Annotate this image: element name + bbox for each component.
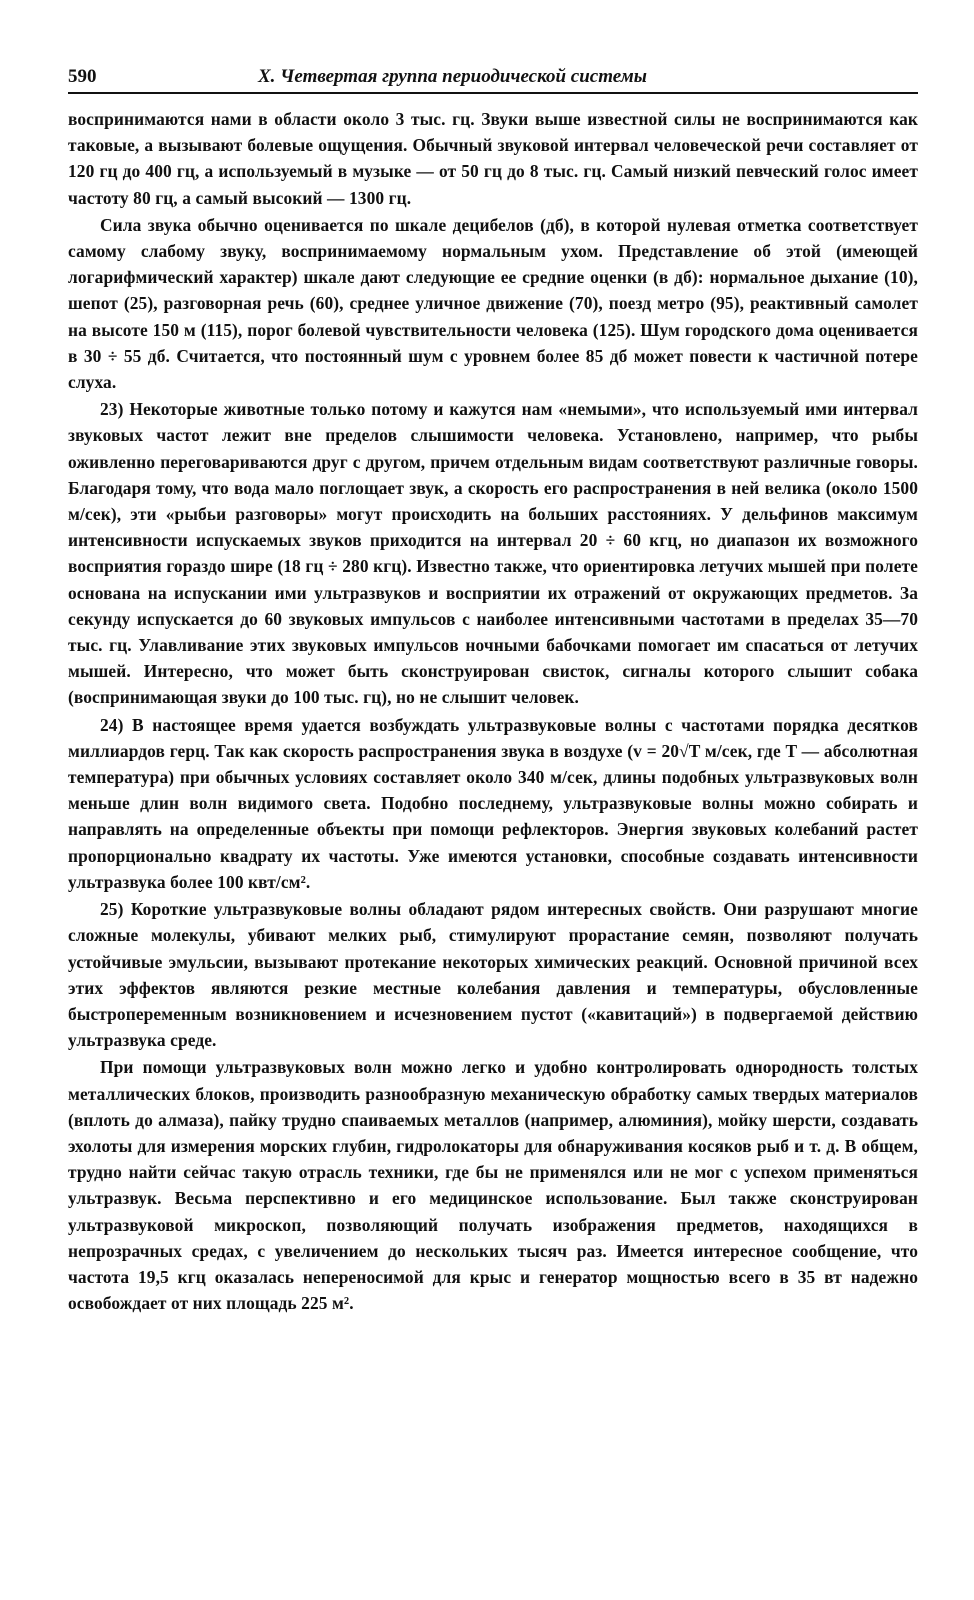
paragraph-note-24: 24) В настоящее время удается возбуждать ультразвуковые волны с частотами порядка десятков миллиардов герц. Так как скорость распространения звука в воздухе (v = 20√T м/сек, где T — абсолютная температура) при обычных условиях составляет около 340 м/сек, длины подобных ультразвуковых волн меньше длин волн видимого света. Подобно последнему, ультразвуковые волны можно собирать и направлять на определенные объекты при помощи рефлекторов. Энергия звуковых колебаний растет пропорционально квадрату их частоты. Уже имеются установки, способные создавать интенсивности ультразвука более 100 квт/см². bbox=[68, 714, 918, 892]
body-text bbox=[68, 106, 918, 1316]
running-title: X. Четвертая группа периодической системы bbox=[258, 66, 647, 87]
paragraph-note-23: 23) Некоторые животные только потому и кажутся нам «немыми», что используемый ими интервал звуковых частот лежит вне пределов слышимости человека. Установлено, например, что рыбы оживленно переговариваются друг с другом, причем отдельным видам соответствуют различные говоры. Благодаря тому, что вода мало поглощает звук, а скорость его распространения в ней велика (около 1500 м/сек), эти «рыбьи разговоры» могут происходить на больших расстояниях. У дельфинов максимум интенсивности испускаемых звуков приходится на интервал 20 ÷ 60 кгц, но диапазон их возможного восприятия гораздо шире (18 гц ÷ 280 кгц). Известно также, что ориентировка летучих мышей при полете основана на испускании ими ультразвуков и восприятии их отражений от окружающих предметов. За секунду испускается до 60 звуковых импульсов с наиболее интенсивными частотами в пределах 35—70 тыс. гц. Улавливание этих звуковых импульсов ночными бабочками помогает им спасаться от летучих мышей. Интересно, что может быть сконструирован свисток, сигналы которого слышит собака (воспринимающая звуки до 100 тыс. гц), но не слышит человек. bbox=[68, 399, 918, 708]
paragraph-ultrasound-uses: При помощи ультразвуковых волн можно легко и удобно контролировать однородность толстых металлических блоков, производить разнообразную механическую обработку самых твердых материалов (вплоть до алмаза), пайку трудно спаиваемых металлов (например, алюминия), мойку шерсти, создавать эхолоты для измерения морских глубин, гидролокаторы для обнаруживания косяков рыб и т. д. В общем, трудно найти сейчас такую отрасль техники, где бы не применялся или не мог с успехом применяться ультразвук. Весьма перспективно и его медицинское использование. Был также сконструирован ультразвуковой микроскоп, позволяющий получать изображения предметов, находящихся в непрозрачных средах, с увеличением до нескольких тысяч раз. Имеется интересное сообщение, что частота 19,5 кгц оказалась непереносимой для крыс и генератор мощностью всего в 35 вт надежно освобождает от них площадь 225 м². bbox=[68, 1057, 918, 1314]
page-header bbox=[68, 66, 918, 94]
paragraph-note-25: 25) Короткие ультразвуковые волны обладают рядом интересных свойств. Они разрушают многие сложные молекулы, убивают мелких рыб, стимулируют прорастание семян, позволяют получать устойчивые эмульсии, вызывают протекание некоторых химических реакций. Основной причиной всех этих эффектов являются резкие местные колебания давления и температуры, обусловленные быстропеременным возникновением и исчезновением пустот («кавитаций») в подвергаемой действию ультразвука среде. bbox=[68, 899, 918, 1051]
paragraph-continuation: воспринимаются нами в области около 3 тыс. гц. Звуки выше известной силы не воспринимаются как таковые, а вызывают болевые ощущения. Обычный звуковой интервал человеческой речи составляет от 120 гц до 400 гц, а используемый в музыке — от 50 гц до 8 тыс. гц. Самый низкий певческий голос имеет частоту 80 гц, а самый высокий — 1300 гц. bbox=[68, 109, 918, 208]
paragraph-decibels: Сила звука обычно оценивается по шкале децибелов (дб), в которой нулевая отметка соответствует самому слабому звуку, воспринимаемому нормальным ухом. Представление об этой (имеющей логарифмический характер) шкале дают следующие ее средние оценки (в дб): нормальное дыхание (10), шепот (25), разговорная речь (60), среднее уличное движение (70), поезд метро (95), реактивный самолет на высоте 150 м (115), порог болевой чувствительности человека (125). Шум городского дома оценивается в 30 ÷ 55 дб. Считается, что постоянный шум с уровнем более 85 дб может повести к частичной потере слуха. bbox=[68, 214, 918, 393]
page-number: 590 bbox=[68, 66, 97, 87]
